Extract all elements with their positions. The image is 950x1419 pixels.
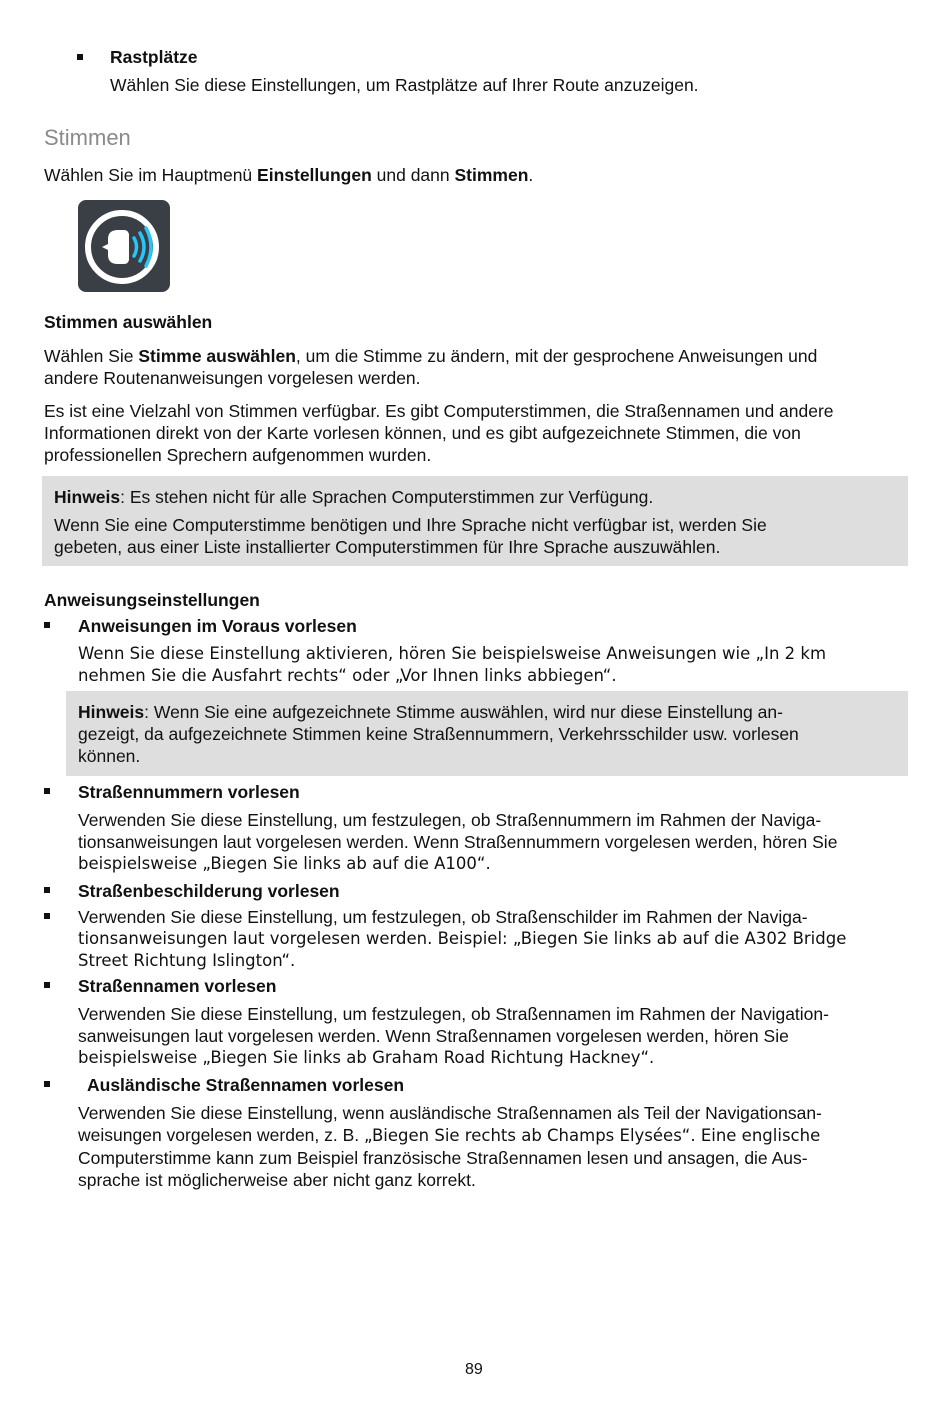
bullet [44, 788, 50, 794]
item-title: Ausländische Straßennamen vorlesen [87, 1075, 405, 1095]
bullet [44, 1081, 50, 1087]
item-title: Straßennamen vorlesen [78, 976, 277, 996]
item-text: Wenn Sie diese Einstellung aktivieren, hören Sie beispielsweise Anweisungen wie „In 2 km nehmen Sie die Ausfahrt rechts“ oder „Vor Ihnen links abbiegen“. [78, 644, 827, 685]
paragraph-select: Wählen Sie Stimme auswählen, um die Stimme zu ändern, mit der gesprochene Anweisungen und andere Routenanweisungen vorgelesen werden. [44, 346, 818, 388]
item-text: Verwenden Sie diese Einstellung, um festzulegen, ob Straßenschilder im Rahmen der Naviga- tionsanweisungen laut vorgelesen werden. Beispiel: „Biegen Sie links ab auf die A302 Bridge Street Richtung Islington“. [78, 907, 847, 970]
section-intro: Wählen Sie im Hauptmenü Einstellungen und dann Stimmen. [44, 165, 534, 185]
item-title: Straßenbeschilderung vorlesen [78, 881, 340, 901]
subheading-stimmen-auswaehlen: Stimmen auswählen [44, 312, 213, 332]
bullet [44, 913, 50, 919]
note-text: Hinweis: Wenn Sie eine aufgezeichnete Stimme auswählen, wird nur diese Einstellung an- gezeigt, da aufgezeichnete Stimmen keine Straßennummern, Verkehrsschilder usw. vorlesen können. [78, 702, 799, 766]
bullet [44, 887, 50, 893]
item-text-rastplaetze: Wählen Sie diese Einstellungen, um Rastplätze auf Ihrer Route anzuzeigen. [110, 75, 699, 95]
paragraph-voices: Es ist eine Vielzahl von Stimmen verfügbar. Es gibt Computerstimmen, die Straßennamen und andere Informationen direkt von der Karte vorlesen können, und es gibt aufgezeichnete Stimmen, die von professionellen Sprechern aufgenommen wurden. [44, 401, 834, 465]
voice-speaker-icon [78, 200, 170, 292]
subheading-anweisungseinstellungen: Anweisungseinstellungen [44, 590, 260, 610]
item-text: Verwenden Sie diese Einstellung, um festzulegen, ob Straßennummern im Rahmen der Naviga- tionsanweisungen laut vorgelesen werden. Wenn Straßennummern vorgelesen werden, hören Sie beispielsweise „Biegen Sie links ab auf die A100“. [78, 810, 838, 873]
item-title: Straßennummern vorlesen [78, 782, 300, 802]
item-title-rastplaetze: Rastplätze [110, 47, 198, 67]
item-text: Verwenden Sie diese Einstellung, um festzulegen, ob Straßennamen im Rahmen der Navigation- sanweisungen laut vorgelesen werden. Wenn Straßennamen vorgelesen werden, hören Sie beispielsweise „Biegen Sie links ab Graham Road Richtung Hackney“. [78, 1004, 829, 1067]
section-title: Stimmen [44, 125, 131, 150]
page-number: 89 [465, 1361, 483, 1378]
item-text: Verwenden Sie diese Einstellung, wenn ausländische Straßennamen als Teil der Navigationsan- weisungen vorgelesen werden, z. B. „Biegen Sie rechts ab Champs Elysées“. Eine englische Computerstimme kann zum Beispiel französische Straßennamen lesen und ansagen, die Aus- sprache ist möglicherweise aber nicht ganz korrekt. [78, 1103, 822, 1190]
item-title: Anweisungen im Voraus vorlesen [78, 616, 357, 636]
note-text: Hinweis: Es stehen nicht für alle Sprachen Computerstimmen zur Verfügung. Wenn Sie eine Computerstimme benötigen und Ihre Sprache nicht verfügbar ist, werden Sie gebeten, aus einer Liste installierter Computerstimmen für Ihre Sprache auszuwählen. [54, 487, 767, 557]
bullet [44, 622, 50, 628]
bullet [77, 54, 83, 60]
bullet [44, 982, 50, 988]
